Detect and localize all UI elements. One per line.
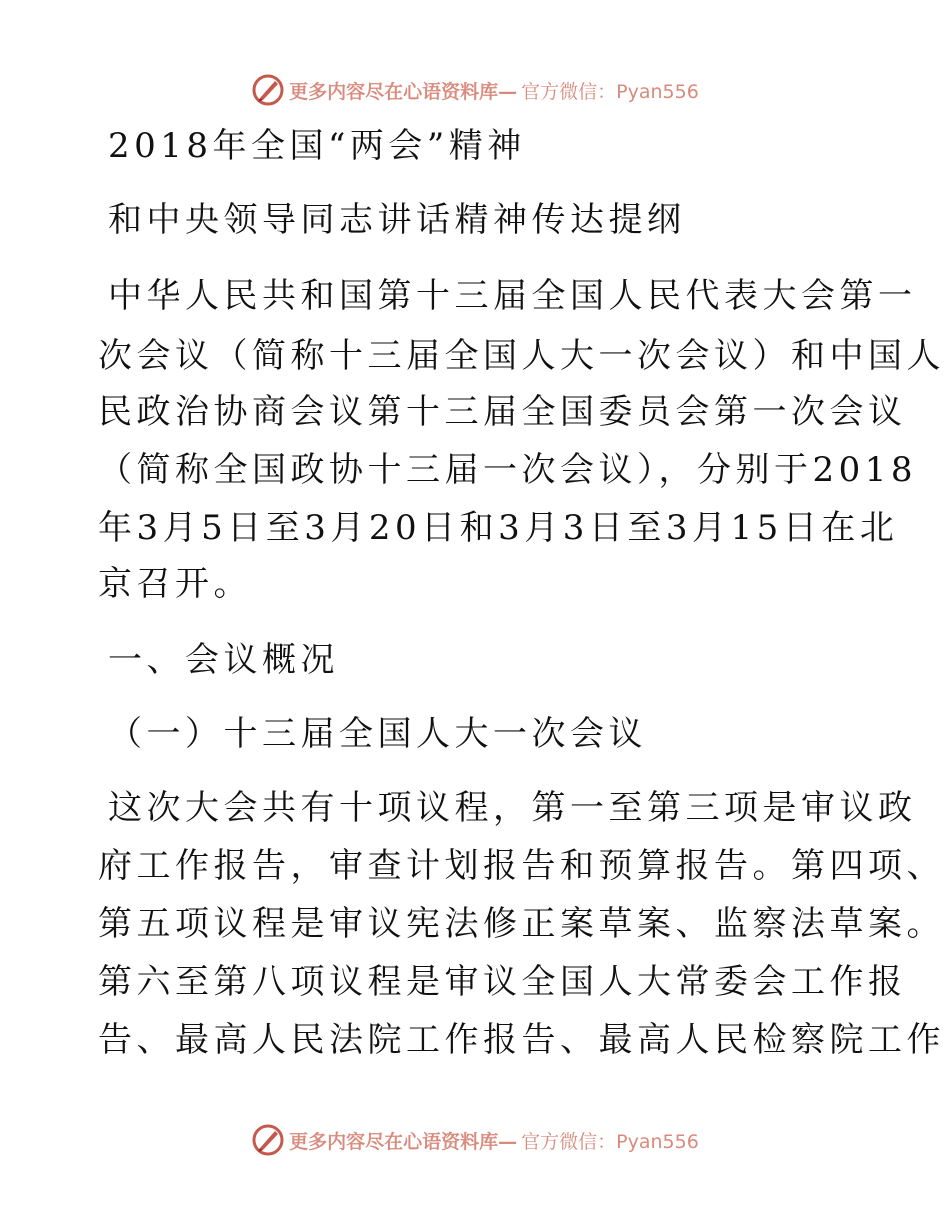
header-watermark	[0, 70, 950, 110]
paragraph-1-line: 中华人民共和国第十三届全国人民代表大会第一	[108, 276, 917, 316]
paragraph-2-line: 府工作报告，审查计划报告和预算报告。第四项、	[98, 846, 945, 886]
paragraph-2-line: 告、最高人民法院工作报告、最高人民检察院工作	[98, 1020, 945, 1060]
paragraph-2-line: 第五项议程是审议宪法修正案草案、监察法草案。	[98, 904, 945, 944]
footer-watermark	[0, 1120, 950, 1160]
doc-title-line-2: 和中央领导同志讲话精神传达提纲	[108, 200, 686, 240]
quill-logo-icon	[251, 73, 285, 107]
paragraph-2-line: 这次大会共有十项议程，第一至第三项是审议政	[108, 788, 917, 828]
doc-title-line-1: 2018年全国“两会”精神	[108, 126, 526, 166]
watermark-wechat: 官方微信：Pyan556	[521, 80, 699, 103]
paragraph-1-line: （简称全国政协十三届一次会议），分别于2018	[98, 450, 918, 490]
paragraph-1-line: 年3月5日至3月20日和3月3日至3月15日在北	[98, 508, 899, 548]
quill-logo-icon	[251, 1123, 285, 1157]
paragraph-1-line: 民政治协商会议第十三届全国委员会第一次会议	[98, 392, 907, 432]
watermark-wechat: 官方微信：Pyan556	[521, 1130, 699, 1153]
watermark-text: 更多内容尽在心语资料库—	[289, 80, 518, 103]
paragraph-1-line: 次会议（简称十三届全国人大一次会议）和中国人	[98, 336, 945, 376]
watermark-text: 更多内容尽在心语资料库—	[289, 1130, 518, 1153]
paragraph-1-line: 京召开。	[98, 564, 252, 604]
section-subheading: （一）十三届全国人大一次会议	[108, 714, 647, 754]
section-heading: 一、会议概况	[108, 640, 339, 680]
paragraph-2-line: 第六至第八项议程是审议全国人大常委会工作报	[98, 962, 907, 1002]
